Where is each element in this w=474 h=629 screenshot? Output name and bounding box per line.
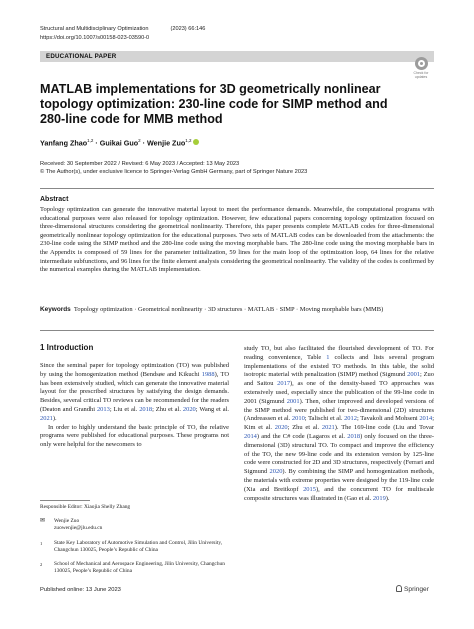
citation-link[interactable]: 2020 xyxy=(182,405,196,413)
citation-link[interactable]: 2017 xyxy=(277,380,291,388)
paper-title: MATLAB implementations for 3D geometrically nonlinear topology optimization: 230-line code for SIMP method and 280-line code for MMB method xyxy=(40,82,388,127)
keywords-label: Keywords xyxy=(40,306,71,313)
author-separator: · xyxy=(140,138,148,148)
left-column xyxy=(40,362,229,450)
keywords xyxy=(40,306,434,315)
author-name[interactable]: Wenjie Zuo xyxy=(147,138,186,148)
paper-type-band xyxy=(40,51,434,62)
springer-horse-icon xyxy=(396,585,402,592)
table-link[interactable]: 1 xyxy=(326,353,330,361)
citation-link[interactable]: 2015 xyxy=(303,485,316,493)
crossmark-text-line2: updates xyxy=(414,75,428,79)
article-history xyxy=(40,160,307,176)
crossmark-text xyxy=(410,71,432,79)
citation-link[interactable]: 2018 xyxy=(139,405,153,413)
author-affiliation-mark: 1,2 xyxy=(87,138,94,143)
copyright-line: © The Author(s), under exclusive licence to Springer-Verlag GmbH Germany, part of Springer Nature 2023 xyxy=(40,169,308,175)
journal-header xyxy=(40,26,205,32)
corresponding-email[interactable]: zuowenjie@jlu.edu.cn xyxy=(54,525,103,532)
citation-link[interactable]: 2020 xyxy=(269,468,283,476)
published-date: Published online: 13 June 2023 xyxy=(40,587,121,593)
affiliation-mark: 1 xyxy=(40,540,43,546)
affiliation-text: School of Mechanical and Aerospace Engineering, Jilin University, Changchun 130025, People’s Republic of China xyxy=(54,561,225,575)
affiliation xyxy=(40,561,229,575)
author-affiliation-mark: 1,2 xyxy=(185,138,192,143)
paper-type-label: EDUCATIONAL PAPER xyxy=(46,53,117,60)
journal-volume: (2023) 66:146 xyxy=(170,26,206,32)
corresponding-author xyxy=(40,518,229,532)
journal-name: Structural and Multidisciplinary Optimization xyxy=(40,26,149,32)
affiliation xyxy=(40,540,229,554)
author-name[interactable]: Guikai Guo xyxy=(99,138,139,148)
abstract-heading: Abstract xyxy=(40,196,69,203)
affiliation-text: State Key Laboratory of Automotive Simulation and Control, Jilin University, Changchun 130025, People’s Republic of China xyxy=(54,539,223,553)
author-separator: · xyxy=(93,138,100,148)
citation-link[interactable]: 2020 xyxy=(274,424,288,432)
affiliation-mark: 2 xyxy=(40,562,43,568)
citation-link[interactable]: 2021 xyxy=(40,414,53,422)
section-heading: 1 Introduction xyxy=(40,343,94,352)
orcid-icon[interactable] xyxy=(193,139,199,145)
corresponding-name: Wenjie Zuo xyxy=(54,518,80,525)
doi-link[interactable]: https://doi.org/10.1007/s00158-023-03590-0 xyxy=(40,35,150,41)
footnote-divider xyxy=(40,500,90,501)
intro-paragraph-3: study TO, but also facilitated the flourished development of TO. For reading convenience, Table 1 collects and lists several program implementations of the existed TO methods. In this table, the solid isotropic material with penalization (SIMP) method (Sigmund 2001; Zuo and Saitou 2017), as one of the density-based TO approaches was extensively used, especially since the publication of the 99-line code in 2001 (Sigmund 2001). Then, other improved and developed versions of the SIMP method were published for two-dimensional (2D) structures (Andreassen et al. 2010; Talischi et al. 2012; Tavakoli and Mohseni 2014; Kim et al. 2020; Zhu et al. 2021). The 169-line code (Liu and Tovar 2014) and the C# code (Lagaros et al. 2018) only focused on the three-dimensional (3D) structural TO. To compact and improve the efficiency of the TO, the new 99-line code and its extension version by 125-line code were constructed for 2D and 3D structures, respectively (Ferrari and Sigmund 2020). By combining the SIMP and homogenization methods, the materials with extreme properties were designed by the 119-line code (Xia and Breitkopf 2015), and the concurrent TO for multiscale composite structures was illustrated in (Gao et al. 2019). xyxy=(244,345,435,502)
citation-link[interactable]: 2019 xyxy=(372,494,386,502)
publisher-name: Springer xyxy=(404,586,429,593)
citation-link[interactable]: 2001 xyxy=(407,371,421,379)
citation-link[interactable]: 1988 xyxy=(201,370,215,378)
author-name[interactable]: Yanfang Zhao xyxy=(40,138,88,148)
divider xyxy=(40,330,434,331)
right-column xyxy=(244,345,434,503)
citation-link[interactable]: 2013 xyxy=(96,405,110,413)
citation-link[interactable]: 2012 xyxy=(344,415,357,423)
footnotes xyxy=(40,500,229,575)
citation-link[interactable]: 2021 xyxy=(321,424,335,432)
intro-paragraph-1: Since the seminal paper for topology optimization (TO) was published by using the homogenization method (Bendsøe and Kikuchi 1988), TO has been extensively studied, which can generate the innovative material layout for the prescribed structures by satisfying the design demands. Besides, several critical TO reviews can be recommended for the readers (Deaton and Grandhi 2013; Liu et al. 2018; Zhu et al. 2020; Wang et al. 2021). xyxy=(40,362,229,422)
author-list xyxy=(40,138,199,147)
envelope-icon: ✉ xyxy=(40,518,46,525)
check-for-updates-badge[interactable] xyxy=(410,57,432,79)
crossmark-icon xyxy=(415,57,428,70)
abstract-body: Topology optimization can generate the innovative material layout to meet the performance demands. Meanwhile, the computational programs with educational purposes were also released for topology optimization. However, few educational papers concerning topology optimization focused on three-dimensional structures considering the geometrical nonlinearity. Therefore, this paper presents complete MATLAB codes for three-dimensional geometrically nonlinear topology optimization for the educational purposes. Two sets of MATLAB codes can be downloaded from the attachments: the 230-line code using the SIMP method and the 280-line code using the moving morphable bars. The 280-line code using the moving morphable bars in the Appendix is composed of 59 lines for the parameter initialization, 59 lines for the main loop of the optimization loop, 64 lines for the relative intermediate subfunctions, and 96 lines for the finite element analysis considering the geometrical nonlinearity. The validity of the codes is confirmed by the numerical examples during the MATLAB implementation. xyxy=(40,206,434,274)
publisher-logo xyxy=(396,585,429,593)
citation-link[interactable]: 2018 xyxy=(347,432,361,440)
divider xyxy=(40,188,434,189)
keywords-text: Topology optimization · Geometrical nonlinearity · 3D structures · MATLAB · SIMP · Moving morphable bars (MMB) xyxy=(73,306,384,313)
intro-paragraph-2: In order to highly understand the basic principle of TO, the relative programs were published for educational purposes. These programs not only were helpful for the newcomers to xyxy=(40,423,229,449)
citation-link[interactable]: 2014 xyxy=(419,415,433,423)
citation-link[interactable]: 2010 xyxy=(291,415,305,423)
citation-link[interactable]: 2014 xyxy=(244,432,257,440)
citation-link[interactable]: 2001 xyxy=(286,397,300,405)
responsible-editor: Responsible Editor: Xiaojia Shelly Zhang xyxy=(40,504,131,510)
dates-line: Received: 30 September 2022 / Revised: 6 May 2023 / Accepted: 13 May 2023 xyxy=(40,161,240,167)
crossmark-text-line1: Check for xyxy=(413,71,429,75)
author-affiliation-mark: 2 xyxy=(138,138,141,143)
